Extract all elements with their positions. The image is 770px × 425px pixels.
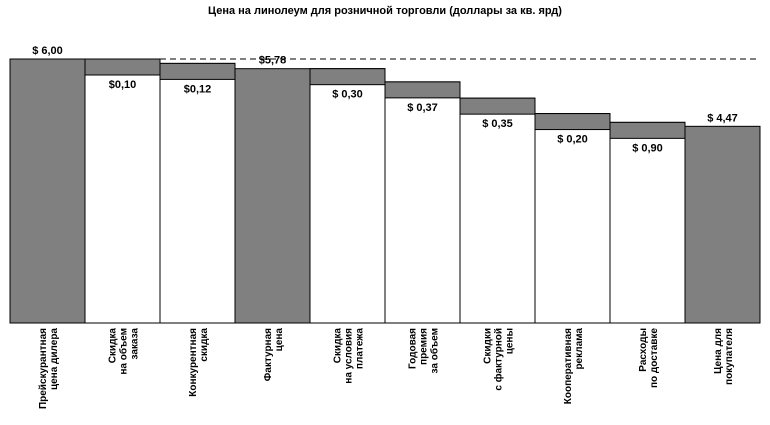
- tick-label: [333, 328, 366, 384]
- tick-label-line: Годовая: [407, 328, 419, 370]
- tick-label: [263, 328, 285, 382]
- tick-label: [38, 328, 60, 409]
- bar-step: [610, 122, 685, 138]
- tick-label-line: покупателя: [724, 328, 735, 385]
- tick-label-line: Расходы: [638, 328, 649, 372]
- bar-delta: [460, 98, 535, 323]
- tick-label-line: на условия: [343, 328, 355, 384]
- tick-label-line: Скидка: [107, 328, 119, 364]
- bar-step: [160, 63, 235, 79]
- bar-delta: [85, 59, 160, 323]
- bar-step: [535, 114, 610, 130]
- tick-label-line: цена: [274, 328, 285, 352]
- tick-label: [483, 328, 516, 391]
- bar-total: [10, 59, 85, 323]
- tick-label-line: цены: [504, 328, 516, 355]
- tick-label-line: Цена для: [713, 328, 724, 374]
- tick-label-line: на объем: [118, 328, 130, 375]
- plot-area: [10, 45, 760, 409]
- tick-label-line: Скидки: [482, 328, 494, 364]
- data-label: $ 0,90: [632, 142, 663, 155]
- data-label: $ 0,20: [557, 133, 588, 146]
- tick-label-line: цена дилера: [49, 328, 60, 391]
- bar-total: [685, 126, 760, 323]
- chart-title: Цена на линолеум для розничной торговли (доллары за кв. ярд): [208, 5, 562, 17]
- tick-label-line: скидка: [199, 328, 210, 362]
- tick-label: [408, 328, 441, 374]
- tick-label-line: Прейскурантная: [38, 328, 49, 410]
- bar-delta: [160, 63, 235, 323]
- tick-label: [638, 328, 660, 388]
- data-label: $ 0,35: [482, 118, 513, 131]
- bar-step: [310, 69, 385, 85]
- tick-label: [188, 328, 210, 397]
- tick-label-line: заказа: [129, 328, 141, 360]
- data-label: $ 6,00: [32, 45, 63, 57]
- bar-step: [460, 98, 535, 114]
- tick-label-line: платежа: [354, 328, 366, 370]
- data-label: $0,10: [108, 79, 137, 91]
- bar-step: [385, 82, 460, 98]
- tick-label-line: по доставке: [649, 328, 660, 388]
- tick-label-line: Фактурная: [263, 328, 274, 382]
- tick-label-line: Скидка: [332, 328, 344, 364]
- tick-label-line: за объем: [429, 328, 441, 374]
- tick-label: [713, 328, 735, 385]
- bar-total: [235, 69, 310, 323]
- data-label: $ 0,37: [407, 101, 438, 114]
- bar-step: [85, 59, 160, 75]
- tick-label: [108, 328, 141, 375]
- tick-label-line: Кооперативная: [563, 328, 574, 405]
- data-label: $ 4,47: [707, 112, 738, 125]
- data-label: $5,78: [258, 54, 287, 67]
- bar-delta: [385, 82, 460, 323]
- tick-label-line: премия: [418, 328, 430, 365]
- data-label: $ 0,30: [332, 88, 363, 101]
- tick-label-line: реклама: [574, 328, 585, 370]
- tick-label: [563, 328, 585, 405]
- tick-label-line: Конкурентная: [188, 328, 199, 397]
- bar-delta: [310, 69, 385, 323]
- data-label: $0,12: [183, 83, 212, 96]
- tick-label-line: с фактурной: [493, 328, 505, 391]
